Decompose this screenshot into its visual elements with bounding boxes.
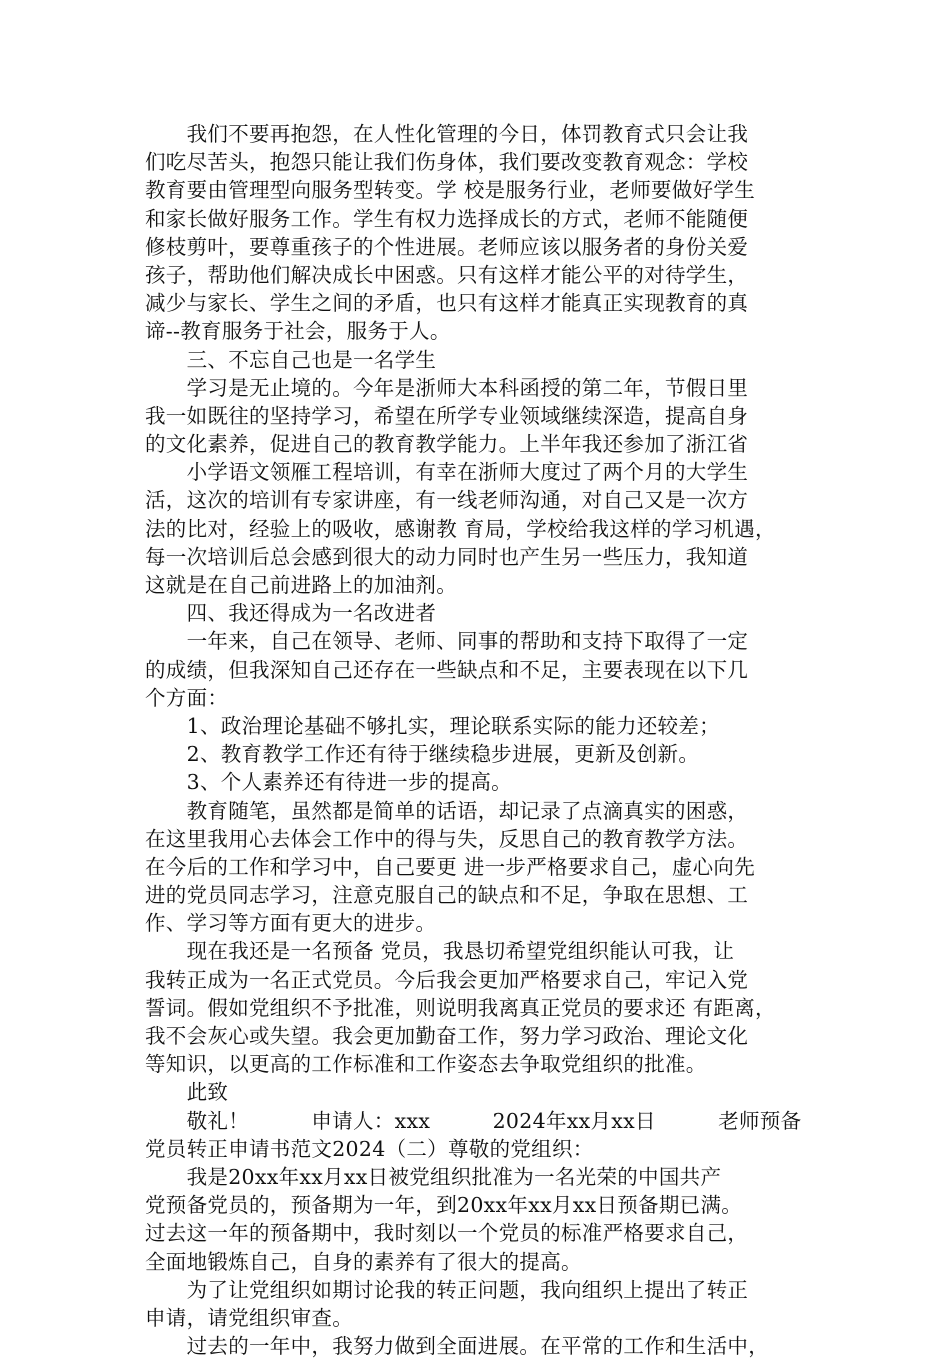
text-line: 现在我还是一名预备 党员，我恳切希望党组织能认可我，让 xyxy=(145,939,735,964)
text-line: 一年来，自己在领导、老师、同事的帮助和支持下取得了一定 xyxy=(145,629,749,654)
section-heading: 四、我还得成为一名改进者 xyxy=(145,601,437,626)
text-line: 我转正成为一名正式党员。今后我会更加严格要求自己，牢记入党 xyxy=(145,967,749,992)
text-line: 全面地锻炼自己，自身的素养有了很大的提高。 xyxy=(145,1249,582,1274)
list-item: 3、个人素养还有待进一步的提高。 xyxy=(145,770,512,795)
document-body xyxy=(145,120,825,1360)
text-line: 我是20xx年xx月xx日被党组织批准为一名光荣的中国共产 xyxy=(145,1164,722,1189)
text-line: 过去的一年中，我努力做到全面进展。在平常的工作和生活中， xyxy=(145,1334,769,1359)
text-line: 和家长做好服务工作。学生有权力选择成长的方式，老师不能随便 xyxy=(145,206,749,231)
text-line: 减少与家长、学生之间的矛盾，也只有这样才能真正实现教育的真 xyxy=(145,291,749,316)
text-line: 每一次培训后总会感到很大的动力同时也产生另一些压力，我知道 xyxy=(145,544,749,569)
text-line: 学习是无止境的。今年是浙师大本科函授的第二年，节假日里 xyxy=(145,375,749,400)
signature-line: 敬礼！ 申请人：xxx 2024年xx月xx日 老师预备 xyxy=(145,1108,802,1133)
section-heading: 三、不忘自己也是一名学生 xyxy=(145,347,437,372)
text-line: 活，这次的培训有专家讲座，有一线老师沟通，对自己又是一次方 xyxy=(145,488,749,513)
text-line: 在这里我用心去体会工作中的得与失，反思自己的教育教学方法。 xyxy=(145,826,749,851)
list-item: 1、政治理论基础不够扎实，理论联系实际的能力还较差； xyxy=(145,713,720,738)
text-line: 进的党员同志学习，注意克服自己的缺点和不足，争取在思想、工 xyxy=(145,883,749,908)
text-line: 孩子，帮助他们解决成长中困惑。只有这样才能公平的对待学生， xyxy=(145,262,749,287)
text-line: 小学语文领雁工程培训，有幸在浙师大度过了两个月的大学生 xyxy=(145,460,749,485)
text-line: 我们不要再抱怨，在人性化管理的今日，体罚教育式只会让我 xyxy=(145,122,749,146)
text-line: 我一如既往的坚持学习，希望在所学专业领域继续深造，提高自身 xyxy=(145,403,749,428)
text-line: 们吃尽苦头，抱怨只能让我们伤身体，我们要改变教育观念：学校 xyxy=(145,150,749,175)
text-line: 为了让党组织如期讨论我的转正问题，我向组织上提出了转正 xyxy=(145,1277,749,1302)
list-item: 2、教育教学工作还有待于继续稳步进展，更新及创新。 xyxy=(145,742,700,767)
text-line: 等知识，以更高的工作标准和工作姿态去争取党组织的批准。 xyxy=(145,1052,707,1077)
text-line: 个方面： xyxy=(145,685,229,710)
text-line: 谛--教育服务于社会，服务于人。 xyxy=(145,319,451,344)
text-line: 在今后的工作和学习中，自己要更 进一步严格要求自己，虚心向先 xyxy=(145,854,756,879)
text-line: 教育随笔，虽然都是简单的话语，却记录了点滴真实的困惑， xyxy=(145,798,749,823)
text-line: 教育要由管理型向服务型转变。学 校是服务行业，老师要做好学生 xyxy=(145,178,756,203)
text-line: 我不会灰心或失望。我会更加勤奋工作，努力学习政治、理论文化 xyxy=(145,1024,749,1048)
text-line: 过去这一年的预备期中，我时刻以一个党员的标准严格要求自己， xyxy=(145,1221,749,1246)
text-line: 的成绩，但我深知自己还存在一些缺点和不足，主要表现在以下几 xyxy=(145,657,749,682)
text-line: 党员转正申请书范文2024（二）尊敬的党组织： xyxy=(145,1136,594,1161)
text-line: 作、学习等方面有更大的进步。 xyxy=(145,911,437,936)
text-line: 修枝剪叶，要尊重孩子的个性进展。老师应该以服务者的身份关爱 xyxy=(145,234,749,259)
text-line: 的文化素养，促进自己的教育教学能力。上半年我还参加了浙江省 xyxy=(145,432,749,457)
text-line: 这就是在自己前进路上的加油剂。 xyxy=(145,573,457,597)
text-line: 法的比对，经验上的吸收，感谢教 育局，学校给我这样的学习机遇， xyxy=(145,516,776,541)
text-line: 申请，请党组织审查。 xyxy=(145,1305,353,1330)
text-line: 誓词。假如党组织不予批准，则说明我离真正党员的要求还 有距离， xyxy=(145,995,776,1020)
text-line: 党预备党员的，预备期为一年，到20xx年xx月xx日预备期已满。 xyxy=(145,1193,743,1218)
closing-line: 此致 xyxy=(145,1080,229,1105)
